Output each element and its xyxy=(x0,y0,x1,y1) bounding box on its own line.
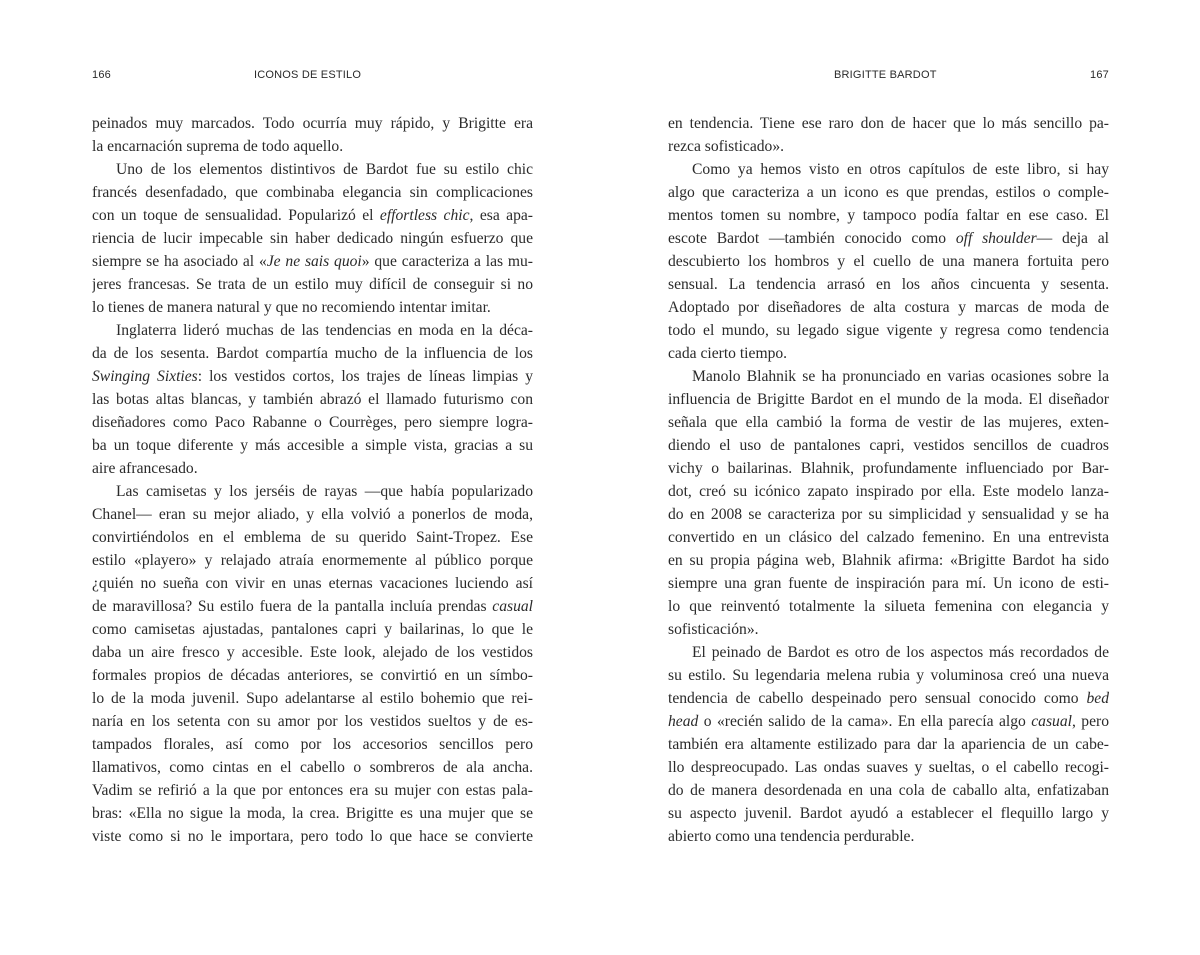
text-line: cada cierto tiempo. xyxy=(668,345,788,362)
text-line: de maravillosa? Su estilo fuera de la pantalla incluía prendas casual xyxy=(92,598,533,615)
text-line: rezca sofisticado». xyxy=(668,138,785,155)
text-line: siempre una gran fuente de inspiración para mí. Un icono de esti- xyxy=(668,575,1109,592)
text-line: Inglaterra lideró muchas de las tendencias en moda en la déca- xyxy=(116,322,533,339)
text-line: dot, creó su icónico zapato inspirado por ella. Este modelo lanza- xyxy=(668,483,1109,500)
text-line: diendo el uso de pantalones capri, vestidos sencillos de cuadros xyxy=(668,437,1109,454)
text-line: Vadim se refirió a la que por entonces era su mujer con estas pala- xyxy=(92,782,533,799)
left-page-header xyxy=(92,69,533,83)
right-page xyxy=(668,0,1109,955)
text-line: llo despreocupado. Las ondas suaves y sueltas, o el cabello recogi- xyxy=(668,759,1109,776)
running-head: ICONOS DE ESTILO xyxy=(254,69,362,81)
left-page-body xyxy=(92,112,533,848)
text-line: jeres francesas. Se trata de un estilo muy difícil de conseguir si no xyxy=(92,276,533,293)
text-line: siempre se ha asociado al «Je ne sais quoi» que caracteriza a las mu- xyxy=(92,253,533,270)
text-line: abierto como una tendencia perdurable. xyxy=(668,828,915,845)
text-line: las botas altas blancas, y también abrazó el llamado futurismo con xyxy=(92,391,533,408)
text-line: Swinging Sixties: los vestidos cortos, los trajes de líneas limpias y xyxy=(92,368,533,385)
page-number: 166 xyxy=(92,69,111,81)
text-line: tendencia de cabello despeinado pero sensual conocido como bed xyxy=(668,690,1109,707)
text-line: diseñadores como Paco Rabanne o Courrèges, pero siempre logra- xyxy=(92,414,533,431)
text-line: da de los sesenta. Bardot compartía mucho de la influencia de los xyxy=(92,345,533,362)
text-line: ¿quién no sueña con vivir en unas eternas vacaciones luciendo así xyxy=(92,575,533,592)
text-line: la encarnación suprema de todo aquello. xyxy=(92,138,344,155)
text-line: naría en los setenta con su amor por los vestidos sueltos y de es- xyxy=(92,713,533,730)
text-line: head o «recién salido de la cama». En ella parecía algo casual, pero xyxy=(668,713,1109,730)
text-line: escote Bardot —también conocido como off shoulder— deja al xyxy=(668,230,1109,247)
text-line: Uno de los elementos distintivos de Bardot fue su estilo chic xyxy=(116,161,533,178)
text-line: sofisticación». xyxy=(668,621,759,638)
text-line: con un toque de sensualidad. Popularizó el effortless chic, esa apa- xyxy=(92,207,533,224)
text-line: todo el mundo, su legado sigue vigente y regresa como tendencia xyxy=(668,322,1109,339)
text-line: mentos tomen su nombre, y tampoco podía faltar en ese caso. El xyxy=(668,207,1109,224)
right-page-header xyxy=(668,69,1109,83)
text-line: bras: «Ella no sigue la moda, la crea. Brigitte es una mujer que se xyxy=(92,805,533,822)
text-line: lo tienes de manera natural y que no recomiendo intentar imitar. xyxy=(92,299,491,316)
text-line: en su propia página web, Blahnik afirma: «Brigitte Bardot ha sido xyxy=(668,552,1109,569)
text-line: llamativos, como cintas en el cabello o sombreros de ala ancha. xyxy=(92,759,533,776)
text-line: Las camisetas y los jerséis de rayas —que había popularizado xyxy=(116,483,533,500)
page-number: 167 xyxy=(1090,69,1109,81)
text-line: su estilo. Su legendaria melena rubia y voluminosa creó una nueva xyxy=(668,667,1109,684)
text-line: lo que reinventó totalmente la silueta femenina con elegancia y xyxy=(668,598,1109,615)
text-line: formales propios de décadas anteriores, se convirtió en un símbo- xyxy=(92,667,533,684)
text-line: tampados florales, así como por los accesorios sencillos pero xyxy=(92,736,533,753)
text-line: señala que ella cambió la forma de vestir de las mujeres, exten- xyxy=(668,414,1109,431)
text-line: algo que caracteriza a un icono es que prendas, estilos o comple- xyxy=(668,184,1109,201)
text-line: El peinado de Bardot es otro de los aspectos más recordados de xyxy=(692,644,1109,661)
text-line: vichy o bailarinas. Blahnik, profundamente influenciado por Bar- xyxy=(668,460,1109,477)
text-line: aire afrancesado. xyxy=(92,460,198,477)
text-line: riencia de lucir impecable sin haber dedicado ningún esfuerzo que xyxy=(92,230,533,247)
text-line: peinados muy marcados. Todo ocurría muy rápido, y Brigitte era xyxy=(92,115,533,132)
right-page-body xyxy=(668,112,1109,848)
text-line: viste como si no le importara, pero todo lo que hace se convierte xyxy=(92,828,533,845)
text-line: Chanel— eran su mejor aliado, y ella volvió a ponerlos de moda, xyxy=(92,506,533,523)
text-line: do de manera desordenada en una cola de caballo alta, enfatizaban xyxy=(668,782,1109,799)
text-line: Como ya hemos visto en otros capítulos de este libro, si hay xyxy=(692,161,1109,178)
text-line: influencia de Brigitte Bardot en el mundo de la moda. El diseñador xyxy=(668,391,1109,408)
text-line: sensual. La tendencia arrasó en los años cincuenta y sesenta. xyxy=(668,276,1109,293)
text-line: también era altamente estilizado para dar la apariencia de un cabe- xyxy=(668,736,1109,753)
text-line: lo de la moda juvenil. Supo adelantarse al estilo bohemio que rei- xyxy=(92,690,533,707)
text-line: como camisetas ajustadas, pantalones capri y bailarinas, lo que le xyxy=(92,621,533,638)
text-line: ba un toque diferente y más accesible a simple vista, gracias a su xyxy=(92,437,533,454)
text-line: Manolo Blahnik se ha pronunciado en varias ocasiones sobre la xyxy=(692,368,1109,385)
text-line: francés desenfadado, que combinaba elegancia sin complicaciones xyxy=(92,184,533,201)
text-line: descubierto los hombros y el cuello de una manera fortuita pero xyxy=(668,253,1109,270)
running-head: BRIGITTE BARDOT xyxy=(834,69,937,81)
text-line: do en 2008 se caracteriza por su simplicidad y sensualidad y se ha xyxy=(668,506,1109,523)
text-line: Adoptado por diseñadores de alta costura y marcas de moda de xyxy=(668,299,1109,316)
text-line: en tendencia. Tiene ese raro don de hacer que lo más sencillo pa- xyxy=(668,115,1109,132)
text-line: convirtiéndolos en el emblema de su querido Saint-Tropez. Ese xyxy=(92,529,533,546)
text-line: su aspecto juvenil. Bardot ayudó a establecer el flequillo largo y xyxy=(668,805,1109,822)
text-line: convertido en un clásico del calzado femenino. En una entrevista xyxy=(668,529,1109,546)
text-line: daba un aire fresco y accesible. Este look, alejado de los vestidos xyxy=(92,644,533,661)
text-line: estilo «playero» y relajado atraía enormemente al público porque xyxy=(92,552,533,569)
left-page xyxy=(92,0,533,955)
